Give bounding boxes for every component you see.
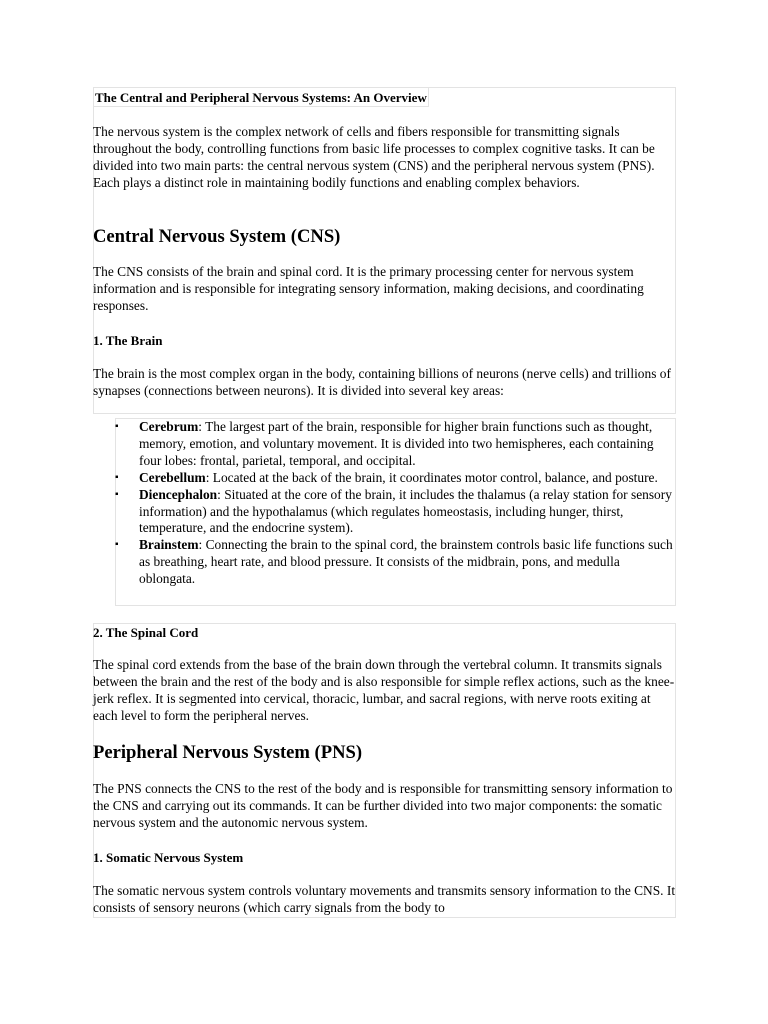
spinal-cord-paragraph: The spinal cord extends from the base of the brain down through the vertebral column. It transmits signals between the brain and the rest of the body and is also responsible for simple reflex actions, such as the knee-jerk reflex. It is segmented into cervical, thoracic, lumbar, and sacral regions, with nerve roots exiting at each level to form the peripheral nerves. [93,657,675,723]
bullet-icon: ▪ [115,488,119,500]
intro-paragraph: The nervous system is the complex network of cells and fibers responsible for transmitting signals throughout the body, controlling functions from basic life processes to complex cognitive tasks. It can be divided into two main parts: the central nervous system (CNS) and the peripheral nervous system (PNS). Each plays a distinct role in maintaining bodily functions and enabling complex behaviors. [93,124,655,190]
somatic-heading: 1. Somatic Nervous System [93,850,244,865]
bullet-icon: ▪ [115,539,119,551]
list-item-cerebrum [115,419,675,470]
list-item-cerebellum [115,470,675,487]
spinal-cord-heading: 2. The Spinal Cord [93,625,199,640]
cns-heading: Central Nervous System (CNS) [93,226,341,247]
document-title: The Central and Peripheral Nervous Systems: An Overview [93,87,429,107]
brain-areas-list [115,419,675,588]
pns-heading: Peripheral Nervous System (PNS) [93,742,363,763]
list-item-brainstem [115,537,675,588]
desc-diencephalon: : Situated at the core of the brain, it includes the thalamus (a relay station for sensory information) and the hypothalamus (which regulates homeostasis, including hunger, thirst, temperature, and the endocrine system). [139,486,672,536]
term-diencephalon: Diencephalon [139,486,218,502]
desc-cerebrum: : The largest part of the brain, responsible for higher brain functions such as thought, memory, emotion, and voluntary movement. It is divided into two hemispheres, each containing four lobes: frontal, parietal, temporal, and occipital. [139,419,654,468]
cns-paragraph: The CNS consists of the brain and spinal cord. It is the primary processing center for nervous system information and is responsible for integrating sensory information, making decisions, and coordinating responses. [93,264,644,313]
desc-brainstem: : Connecting the brain to the spinal cord, the brainstem controls basic life functions such as breathing, heart rate, and blood pressure. It consists of the midbrain, pons, and medulla oblongata. [139,537,673,587]
bullet-icon: ▪ [115,421,119,432]
list-item-diencephalon [115,487,675,538]
desc-cerebellum: : Located at the back of the brain, it coordinates motor control, balance, and posture. [205,469,658,485]
somatic-paragraph: The somatic nervous system controls voluntary movements and transmits sensory information to the CNS. It consists of sensory neurons (which carry signals from the body to [93,883,676,915]
brain-paragraph: The brain is the most complex organ in the body, containing billions of neurons (nerve cells) and trillions of synapses (connections between neurons). It is divided into several key areas: [93,366,671,398]
bullet-icon: ▪ [115,471,119,483]
term-cerebrum: Cerebrum [139,419,199,434]
term-cerebellum: Cerebellum [139,469,206,485]
pns-paragraph: The PNS connects the CNS to the rest of the body and is responsible for transmitting sensory information to the CNS and carrying out its commands. It can be further divided into two major components: the somatic nervous system and the autonomic nervous system. [93,781,673,830]
brain-heading: 1. The Brain [93,333,163,348]
term-brainstem: Brainstem [139,537,199,553]
